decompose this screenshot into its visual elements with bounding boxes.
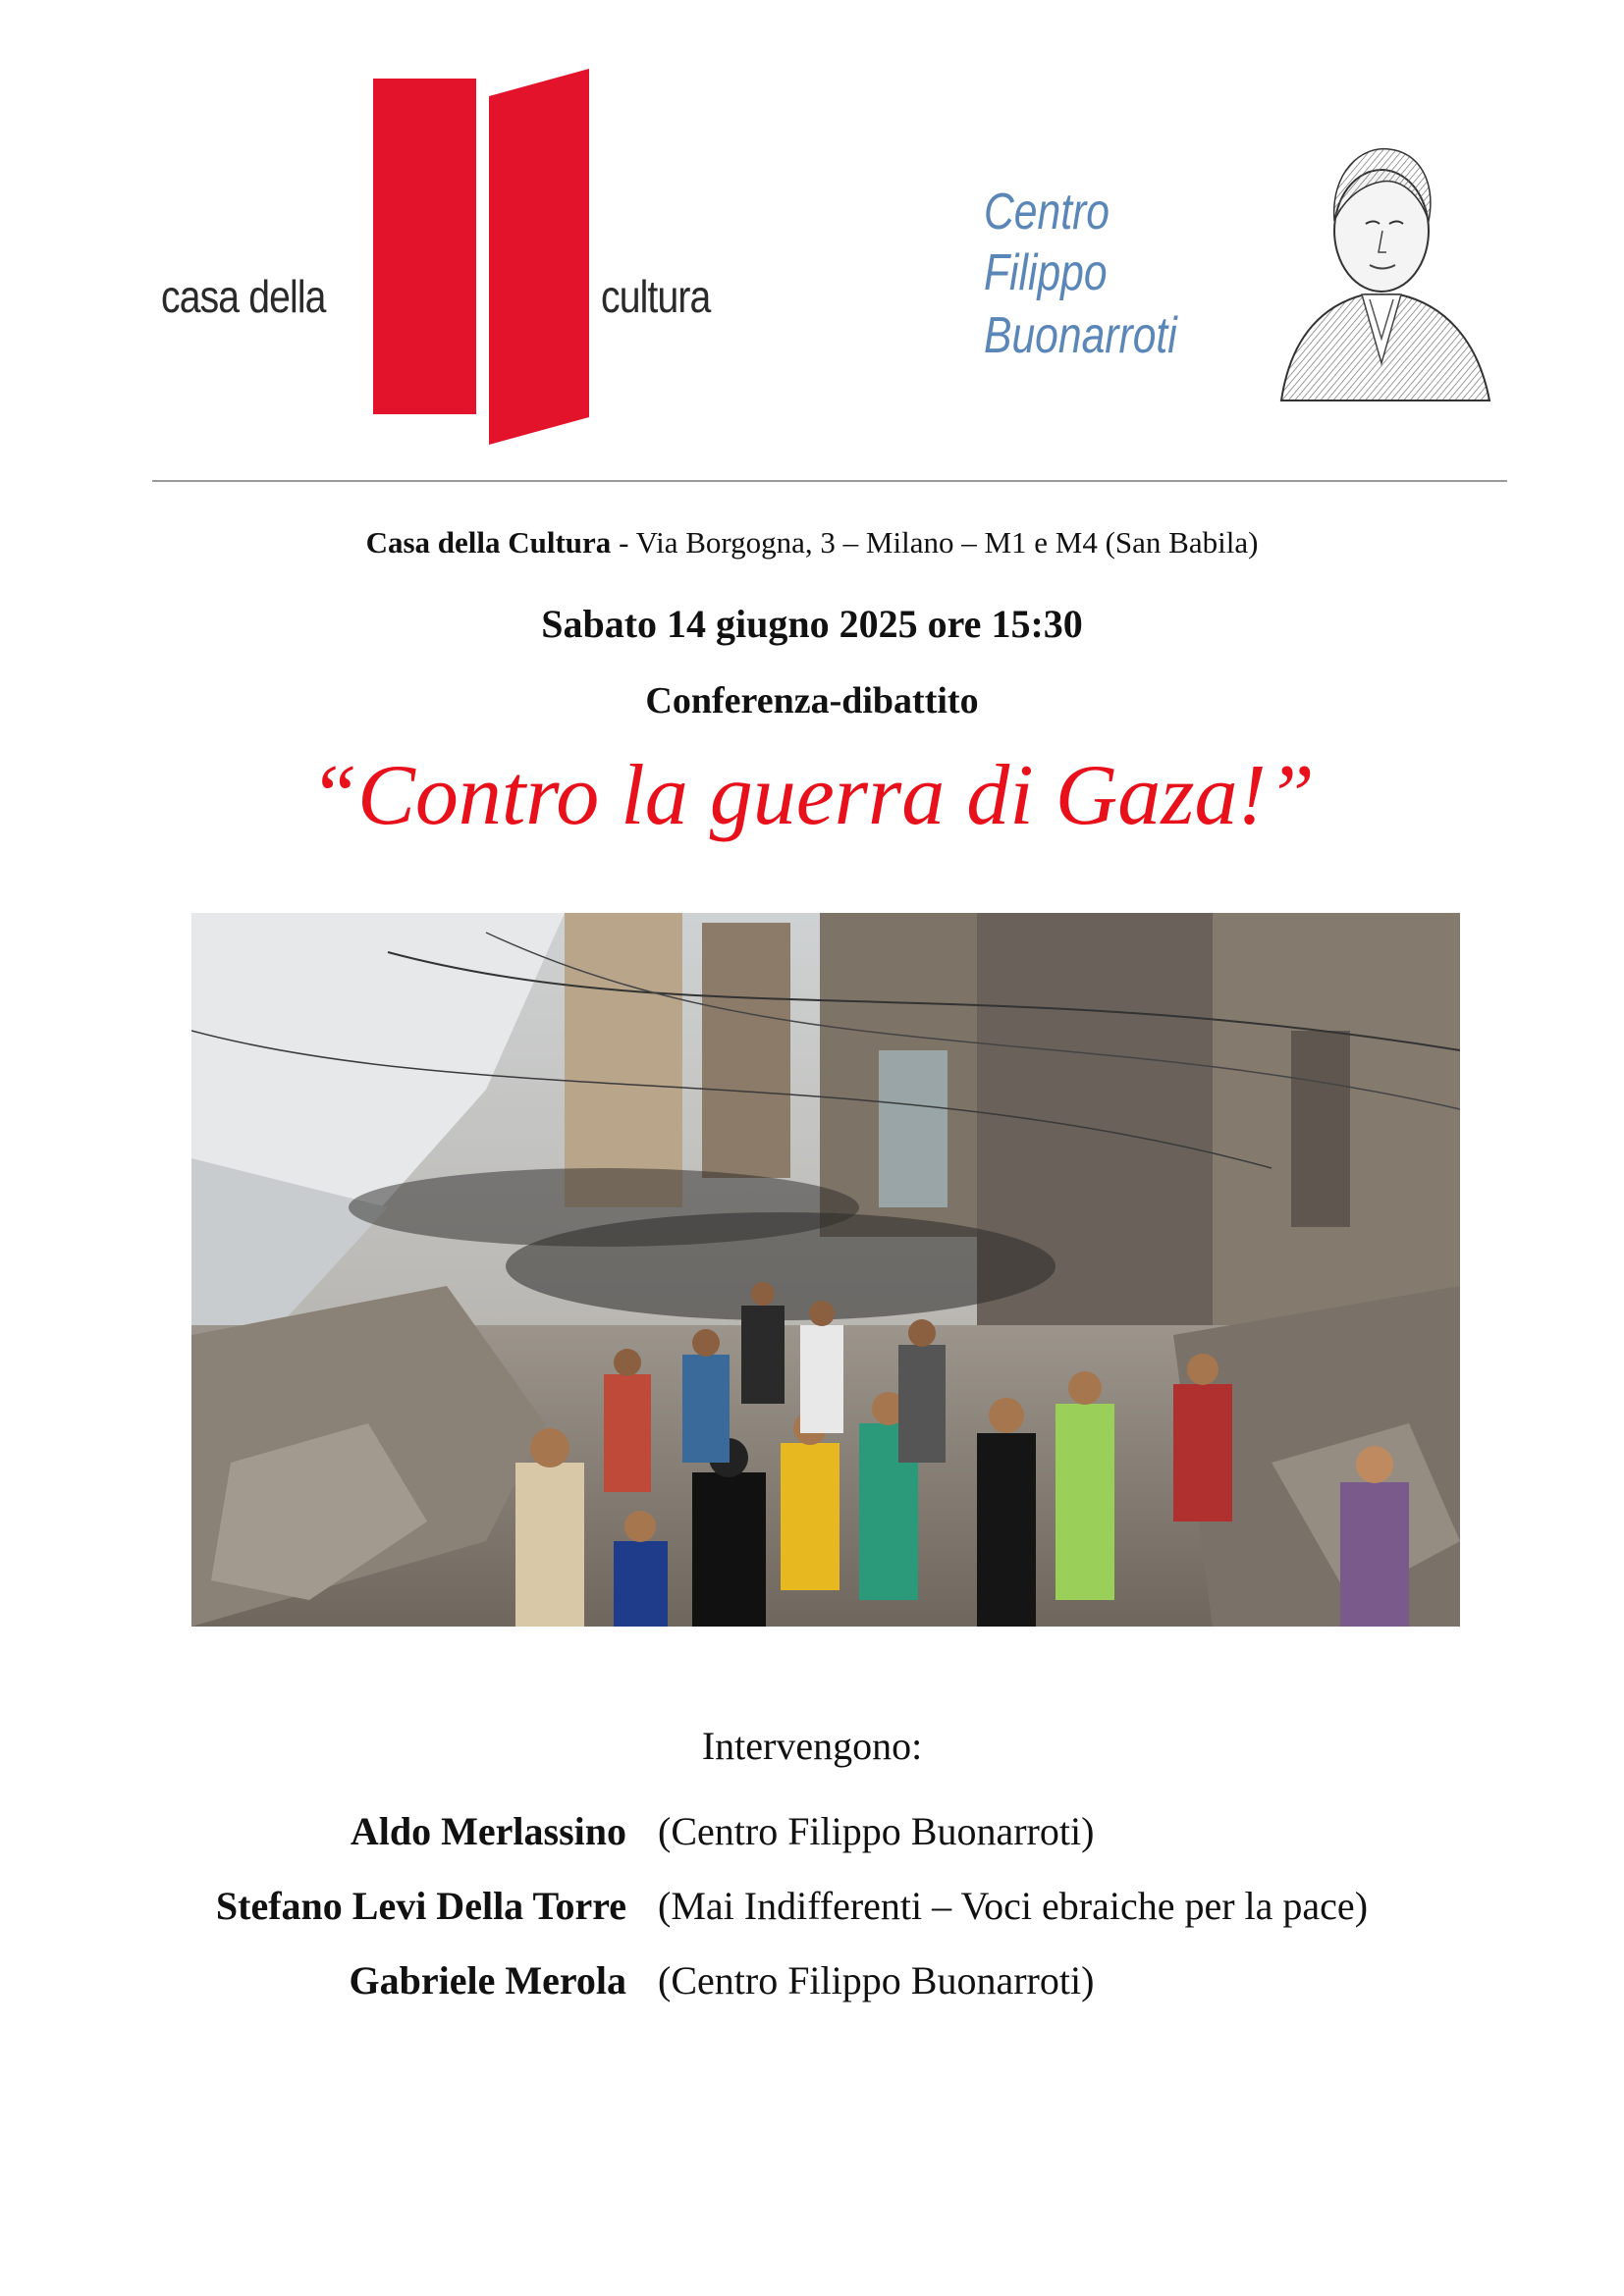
centro-filippo-buonarroti-logo (972, 137, 1522, 432)
speaker-affiliation: (Mai Indifferenti – Voci ebraiche per la pace) (658, 1884, 1369, 1928)
venue-address: - Via Borgogna, 3 – Milano – M1 e M4 (San Babila) (611, 525, 1259, 560)
logo-word-cultura: cultura (601, 271, 711, 322)
speaker-name: Aldo Merlassino (350, 1809, 626, 1853)
casa-della-cultura-logo (147, 69, 776, 452)
speaker-affiliation: (Centro Filippo Buonarroti) (658, 1958, 1095, 2002)
event-title: “Contro la guerra di Gaza!” (309, 748, 1315, 843)
venue-name: Casa della Cultura (365, 525, 612, 560)
speaker-name: Stefano Levi Della Torre (215, 1884, 626, 1928)
header-divider (152, 480, 1507, 482)
speaker-row (0, 1883, 1624, 1942)
event-type: Conferenza-dibattito (645, 680, 979, 721)
speakers-heading: Intervengono: (701, 1724, 923, 1768)
speaker-name: Gabriele Merola (349, 1958, 626, 2002)
portrait-engraving-icon (1272, 137, 1497, 402)
logo-word-casa-della: casa della (161, 271, 326, 322)
logo-line-centro: Centro (984, 184, 1110, 240)
speaker-row (0, 1808, 1624, 1867)
casa-door-mark-icon (373, 69, 589, 447)
event-date: Sabato 14 giugno 2025 ore 15:30 (541, 602, 1083, 646)
speaker-affiliation: (Centro Filippo Buonarroti) (658, 1809, 1095, 1853)
logo-line-buonarroti: Buonarroti (984, 307, 1177, 364)
event-photo (191, 913, 1460, 1627)
speaker-row (0, 1957, 1624, 2016)
logo-line-filippo: Filippo (984, 244, 1108, 301)
venue-line (0, 525, 1624, 561)
